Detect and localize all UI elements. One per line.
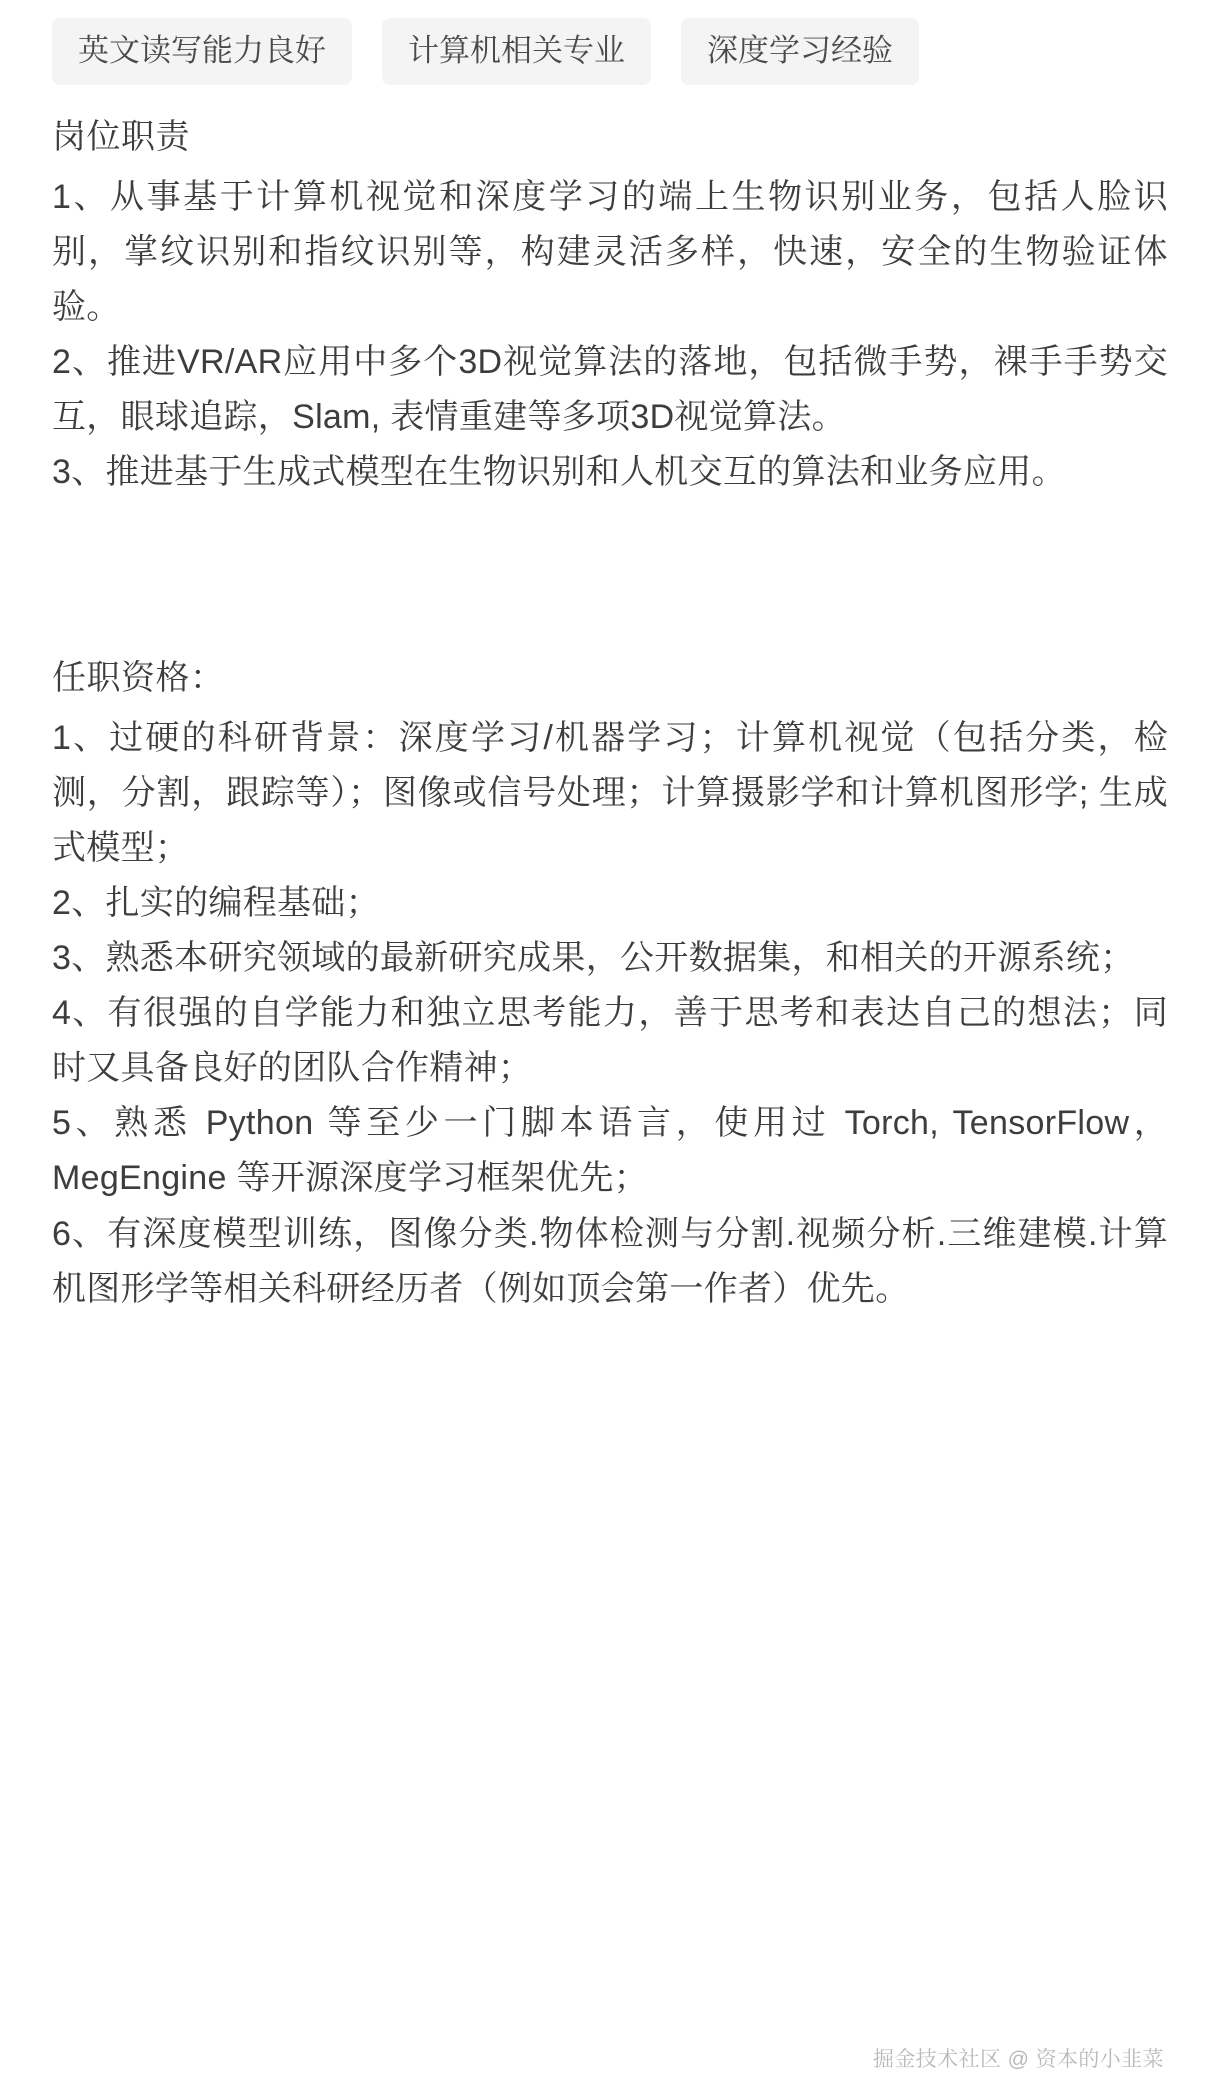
qualifications-item: 3、熟悉本研究领域的最新研究成果，公开数据集，和相关的开源系统； bbox=[52, 939, 1135, 978]
qualifications-item: 1、过硬的科研背景：深度学习/机器学习；计算机视觉（包括分类，检测，分割，跟踪等）；图像或信号处理；计算摄影学和计算机图形学; 生成式模型； bbox=[52, 718, 1168, 867]
section-spacer bbox=[52, 500, 1168, 648]
qualifications-item: 4、有很强的自学能力和独立思考能力，善于思考和表达自己的想法；同时又具备良好的团队合作精神； bbox=[52, 994, 1168, 1088]
tag-list bbox=[52, 18, 1168, 85]
responsibilities-heading: 岗位职责 bbox=[52, 118, 190, 156]
qualifications-section bbox=[52, 652, 1168, 1317]
responsibilities-section bbox=[52, 111, 1168, 500]
qualifications-item: 6、有深度模型训练，图像分类.物体检测与分割.视频分析.三维建模.计算机图形学等相关科研经历者（例如顶会第一作者）优先。 bbox=[52, 1214, 1168, 1308]
watermark-credit: 掘金技术社区 @ 资本的小韭菜 bbox=[873, 2048, 1164, 2071]
tag-item[interactable]: 英文读写能力良好 bbox=[52, 18, 352, 85]
responsibilities-item: 3、推进基于生成式模型在生物识别和人机交互的算法和业务应用。 bbox=[52, 453, 1066, 492]
responsibilities-item: 2、推进VR/AR应用中多个3D视觉算法的落地，包括微手势，裸手手势交互，眼球追踪，Slam, 表情重建等多项3D视觉算法。 bbox=[52, 342, 1168, 436]
tag-item[interactable]: 深度学习经验 bbox=[681, 18, 919, 85]
qualifications-item: 5、熟悉 Python 等至少一门脚本语言，使用过 Torch, TensorFlow，MegEngine 等开源深度学习框架优先； bbox=[52, 1104, 1168, 1198]
qualifications-heading: 任职资格： bbox=[52, 659, 225, 698]
responsibilities-item: 1、从事基于计算机视觉和深度学习的端上生物识别业务，包括人脸识别，掌纹识别和指纹识别等，构建灵活多样，快速，安全的生物验证体验。 bbox=[52, 177, 1168, 326]
qualifications-item: 2、扎实的编程基础； bbox=[52, 884, 380, 923]
tag-item[interactable]: 计算机相关专业 bbox=[382, 18, 651, 85]
